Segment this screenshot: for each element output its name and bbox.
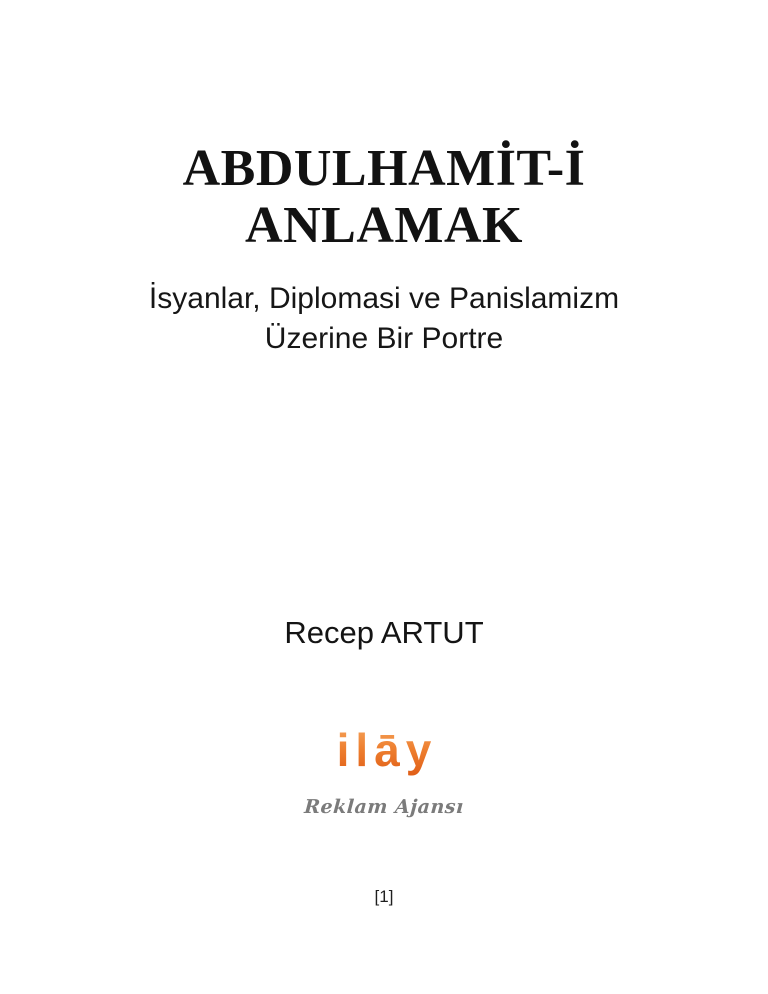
publisher-logo-text: ilāy <box>336 724 438 776</box>
book-title-line-1: ABDULHAMİT-İ <box>182 140 586 197</box>
book-subtitle <box>0 279 768 359</box>
book-subtitle-line-2: Üzerine Bir Portre <box>264 322 504 355</box>
publisher-tagline: Reklam Ajansı <box>303 796 465 818</box>
book-title <box>0 140 768 254</box>
publisher-logo <box>0 725 768 775</box>
author-name: Recep ARTUT <box>284 615 484 650</box>
page-number: [1] <box>374 887 394 906</box>
book-subtitle-line-1: İsyanlar, Diplomasi ve Panislamizm <box>148 282 620 315</box>
book-title-line-2: ANLAMAK <box>245 197 523 254</box>
